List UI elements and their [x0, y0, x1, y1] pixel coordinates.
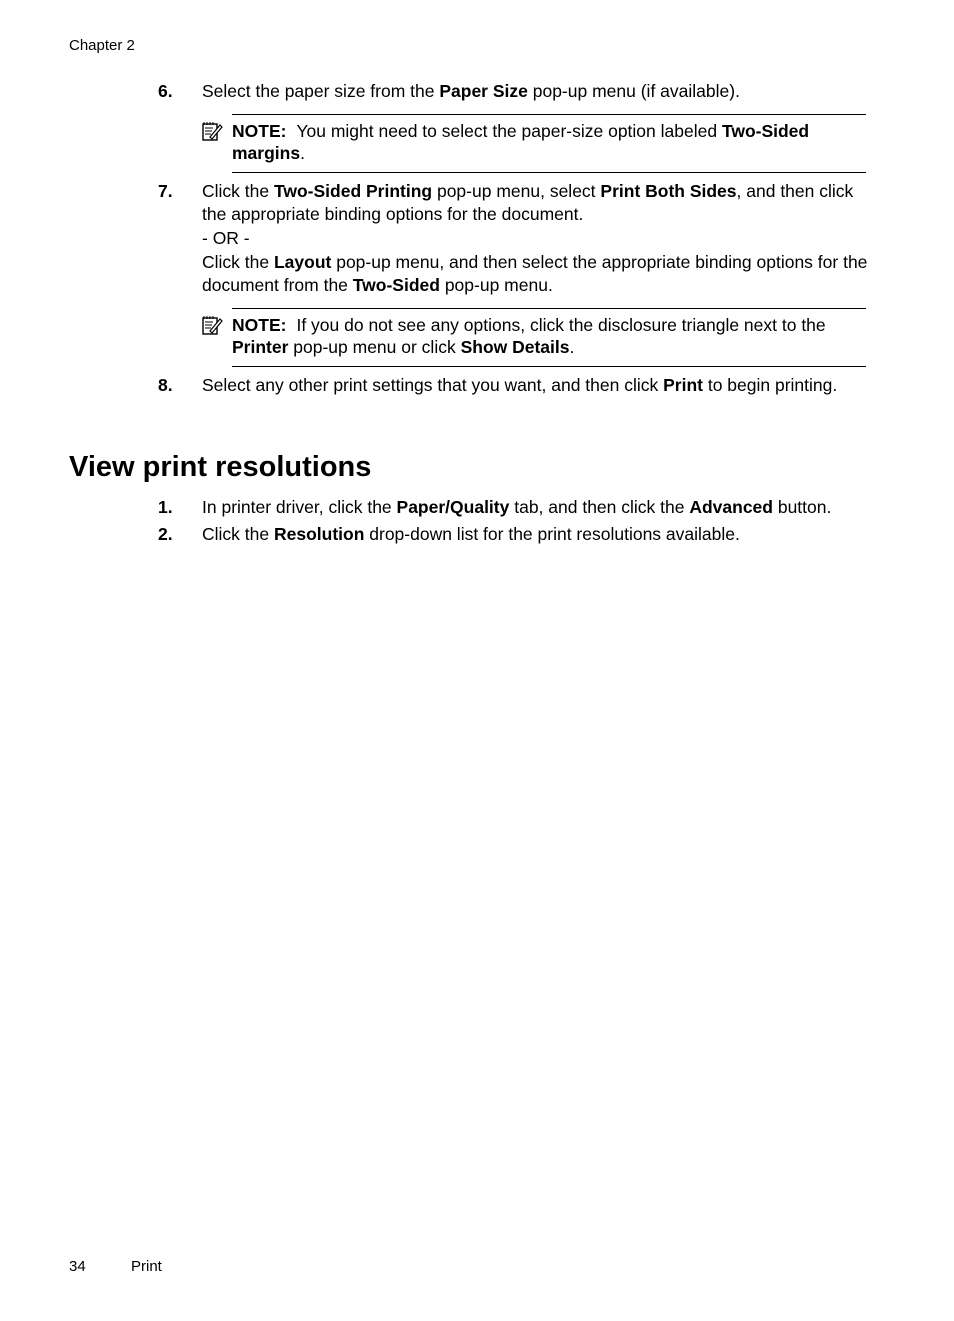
- step-text: In printer driver, click the Paper/Quality tab, and then click the Advanced button.: [202, 497, 832, 517]
- running-header: Chapter 2: [69, 37, 135, 54]
- step-text: Click the Resolution drop-down list for the print resolutions available.: [202, 524, 740, 544]
- note-box: NOTE: You might need to select the paper-size option labeled Two-Sided margins.: [232, 114, 866, 173]
- step-number: 8.: [158, 375, 173, 395]
- step-number: 6.: [158, 81, 173, 101]
- note-box: NOTE: If you do not see any options, click the disclosure triangle next to the Printer pop-up menu or click Show Details.: [232, 308, 866, 367]
- page-number: 34: [69, 1258, 86, 1275]
- footer-section-name: Print: [131, 1258, 162, 1275]
- step-text: Click the Two-Sided Printing pop-up menu, select Print Both Sides, and then click the appropriate binding options for the document. - OR - Click the Layout pop-up menu, and then select the appropriate binding options for the document from the Two-Sided pop-up menu.: [202, 180, 874, 297]
- step-number: 7.: [158, 181, 173, 201]
- step-text: Select the paper size from the Paper Size pop-up menu (if available).: [202, 81, 740, 101]
- note-label: NOTE:: [232, 121, 287, 141]
- step-text: Select any other print settings that you want, and then click Print to begin printing.: [202, 375, 838, 395]
- note-icon: [201, 121, 223, 143]
- note-label: NOTE:: [232, 315, 287, 335]
- step-number: 1.: [158, 497, 173, 517]
- step-number: 2.: [158, 524, 173, 544]
- note-icon: [201, 315, 223, 337]
- section-heading: View print resolutions: [69, 451, 372, 483]
- or-separator: - OR -: [202, 228, 250, 248]
